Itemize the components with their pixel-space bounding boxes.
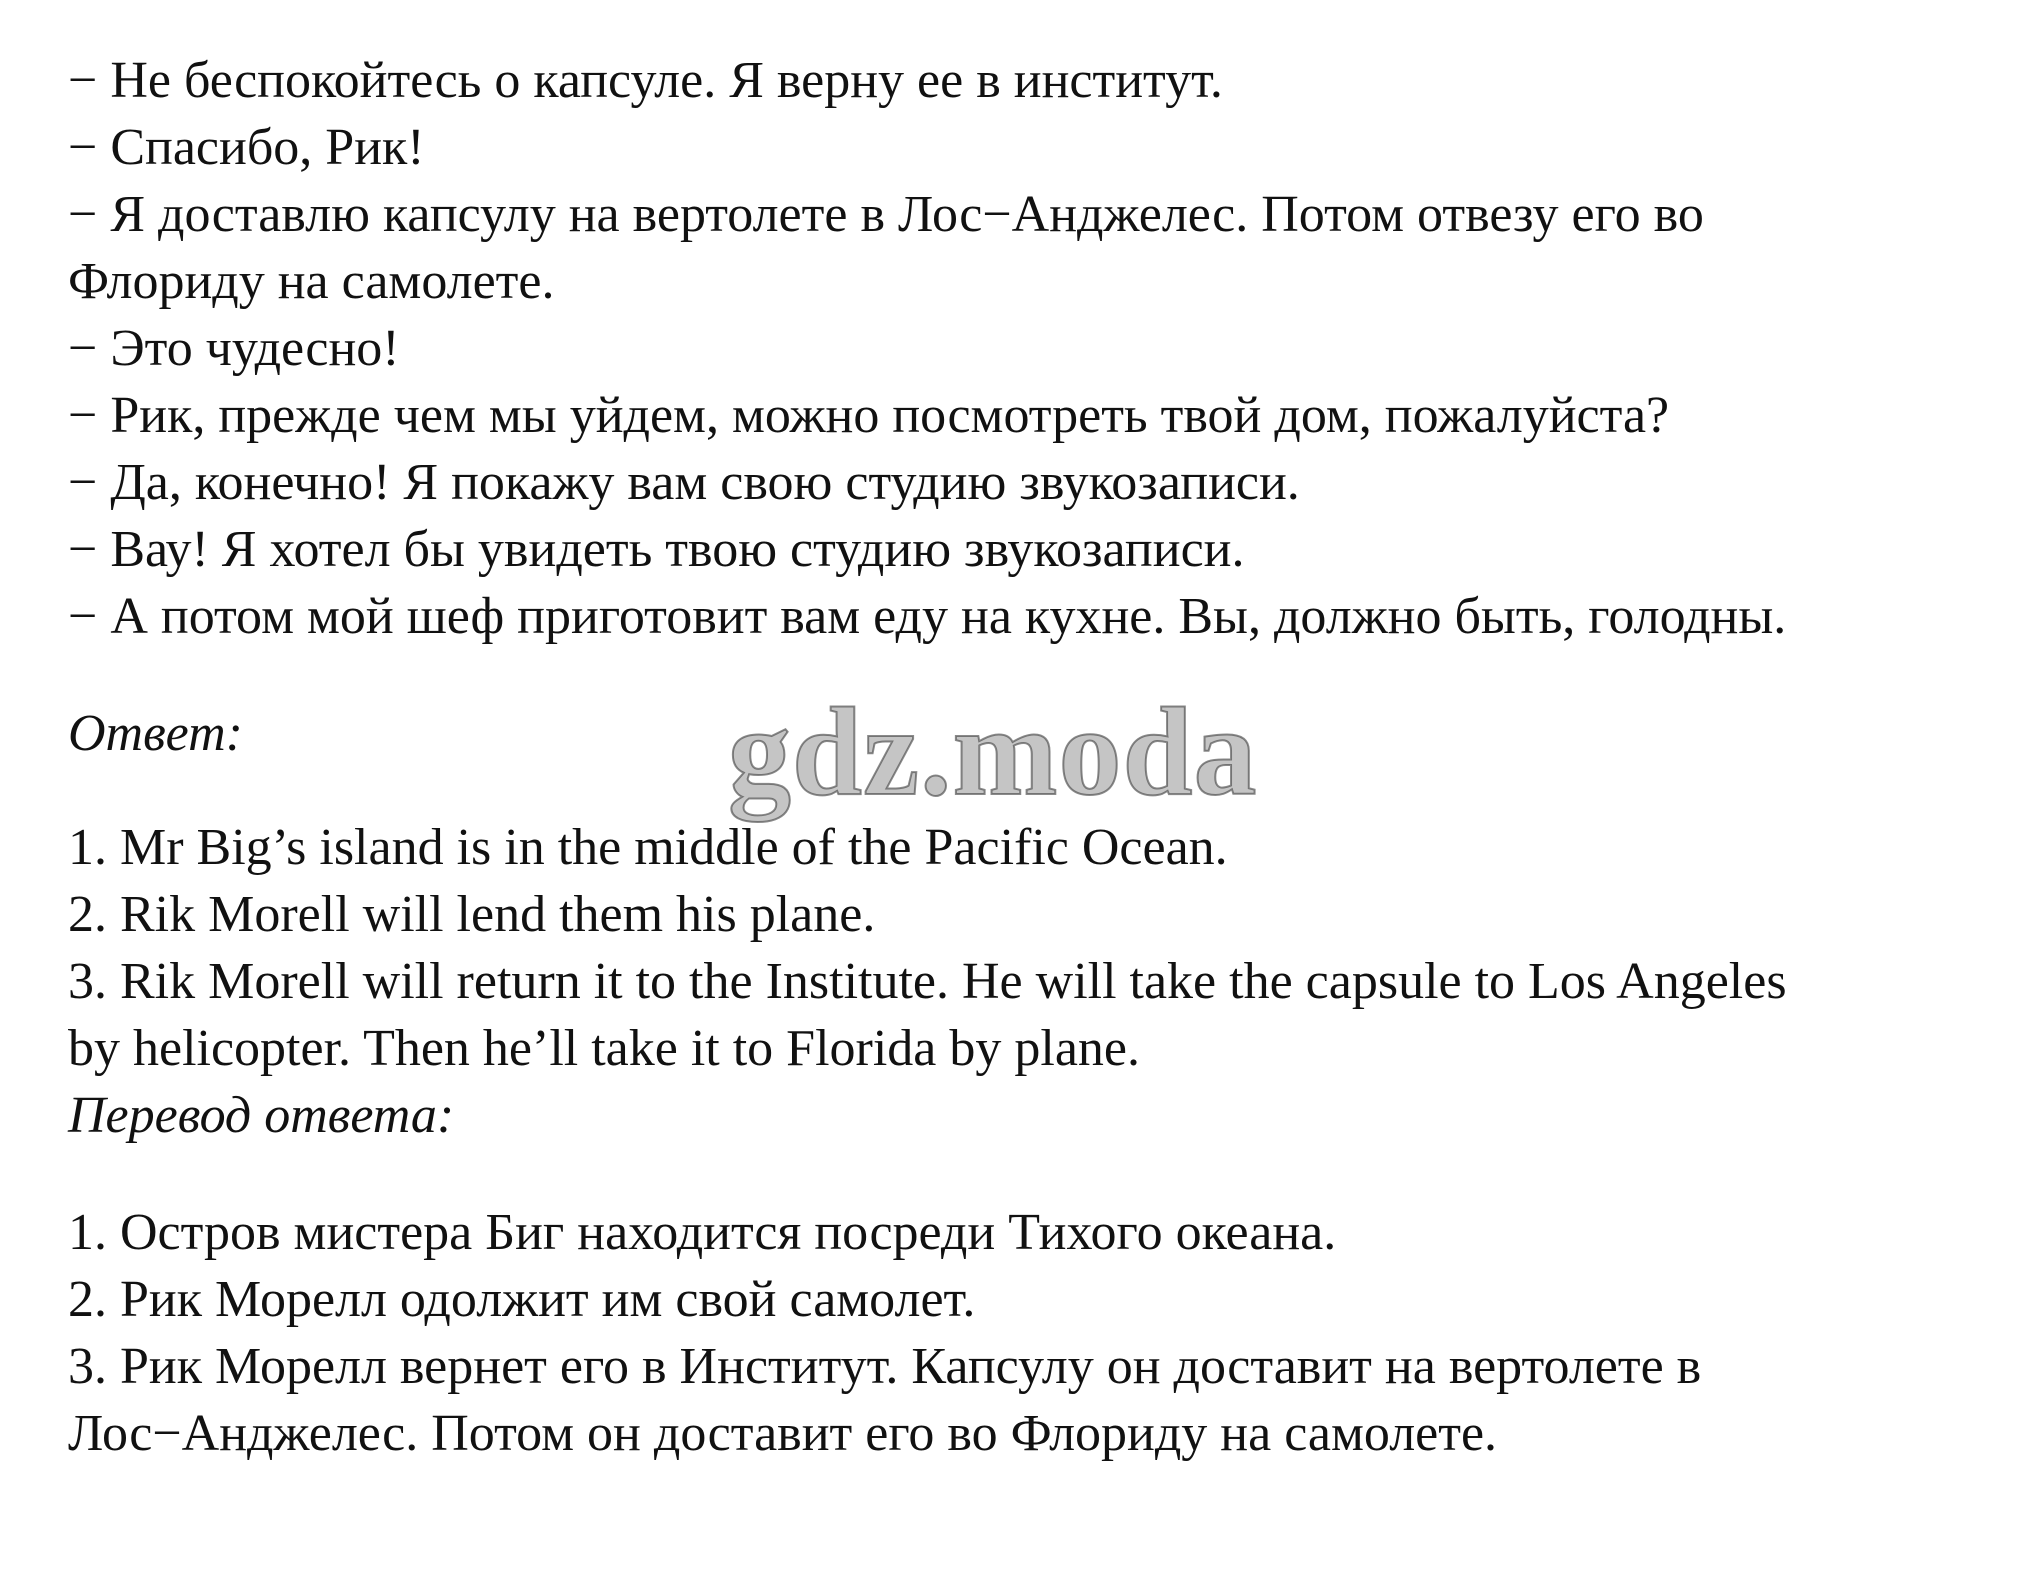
dialogue-line: − Спасибо, Рик! <box>68 119 425 176</box>
dialogue-line: − А потом мой шеф приготовит вам еду на кухне. Вы, должно быть, голодны. <box>68 588 1787 645</box>
translation-line: 2. Рик Морелл одолжит им свой самолет. <box>68 1271 976 1328</box>
answer-heading: Ответ: <box>68 705 243 762</box>
dialogue-line: − Не беспокойтесь о капсуле. Я верну ее в институт. <box>68 52 1223 109</box>
dialogue-line: − Рик, прежде чем мы уйдем, можно посмотреть твой дом, пожалуйста? <box>68 387 1670 444</box>
answer-line: 1. Mr Big’s island is in the middle of the Pacific Ocean. <box>68 819 1228 876</box>
answer-line: by helicopter. Then he’ll take it to Florida by plane. <box>68 1020 1140 1077</box>
dialogue-line: − Вау! Я хотел бы увидеть твою студию звукозаписи. <box>68 521 1245 578</box>
dialogue-line: − Да, конечно! Я покажу вам свою студию звукозаписи. <box>68 454 1300 511</box>
translation-line: Лос−Анджелес. Потом он доставит его во Флориду на самолете. <box>68 1405 1498 1462</box>
answer-line: 3. Rik Morell will return it to the Institute. He will take the capsule to Los Angeles <box>68 953 1787 1010</box>
answer-line: 2. Rik Morell will lend them his plane. <box>68 886 876 943</box>
translation-line: 3. Рик Морелл вернет его в Институт. Капсулу он доставит на вертолете в <box>68 1338 1702 1395</box>
dialogue-line: − Это чудесно! <box>68 320 400 377</box>
watermark-logo: gdz.moda <box>728 683 1258 822</box>
dialogue-line: − Я доставлю капсулу на вертолете в Лос−Анджелес. Потом отвезу его во <box>68 186 1704 243</box>
dialogue-line: Флориду на самолете. <box>68 253 555 310</box>
translation-heading: Перевод ответа: <box>68 1087 455 1144</box>
translation-line: 1. Остров мистера Биг находится посреди Тихого океана. <box>68 1204 1337 1261</box>
